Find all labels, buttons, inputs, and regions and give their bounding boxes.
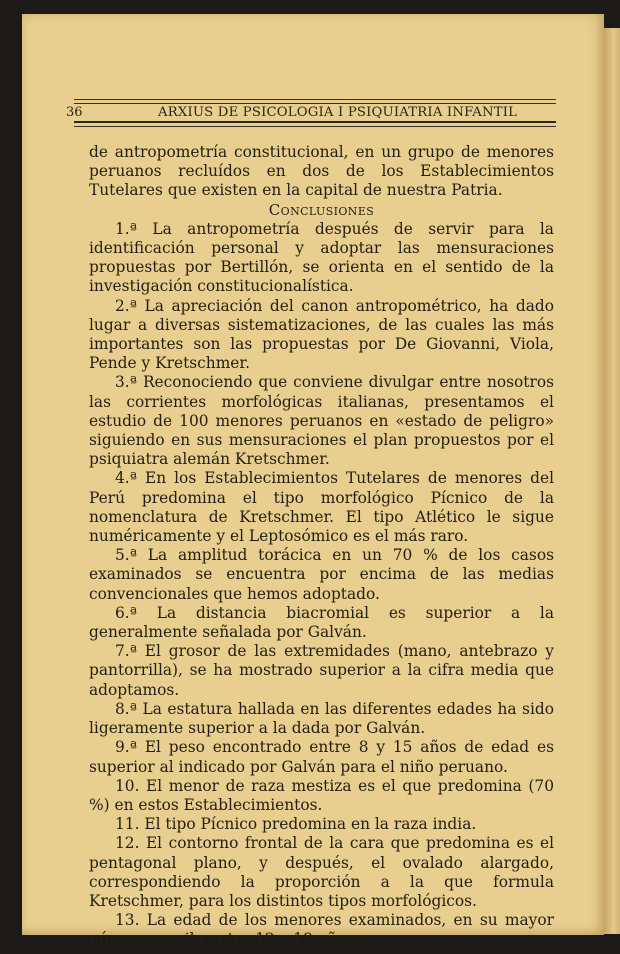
conclusion-item: 9.ª El peso encontrado entre 8 y 15 años de edad es superior al indicado por Galván para el niño peruano.: [89, 738, 554, 776]
section-title: Conclusiones: [268, 200, 375, 219]
conclusion-item: 13. La edad de los menores examinados, en su mayor número, oscila entre 12 y 18 años.: [89, 911, 554, 949]
conclusion-item: 6.ª La distancia biacromial es superior a la generalmente señalada por Galván.: [89, 603, 554, 642]
conclusion-item: 5.ª La amplitud torácica en un 70 % de los casos examinados se encuentra por encima de las medias convencionales que hemos adoptado.: [89, 546, 554, 603]
conclusion-item: 10. El menor de raza mestiza es el que predomina (70 %) en estos Establecimientos.: [89, 776, 554, 814]
header-rule: [74, 103, 556, 104]
header-rule: [74, 121, 556, 123]
intro-paragraph: de antropometría constitucional, en un grupo de menores peruanos recluídos en dos de los Establecimientos Tutelares que existen en la capital de nuestra Patria.: [89, 143, 554, 200]
conclusion-item: 2.ª La apreciación del canon antropométrico, ha dado lugar a diversas sistematizaciones, de las cuales las más importantes son las propuestas por De Giovanni, Viola, Pende y Kretschmer.: [89, 296, 554, 373]
page-number: 36: [66, 105, 83, 120]
conclusion-item: 8.ª La estatura hallada en las diferentes edades ha sido ligeramente superior a la dada por Galván.: [89, 699, 554, 738]
page-edge: [604, 28, 620, 934]
body-text: [89, 143, 554, 950]
conclusion-item: 4.ª En los Establecimientos Tutelares de menores del Perú predomina el tipo morfológico Pícnico de la nomenclatura de Kretschmer. El tipo Atlético le sigue numéricamente y el Leptosómico es el más raro.: [89, 469, 554, 546]
page-header: [66, 99, 556, 127]
running-title: ARXIUS DE PSICOLOGIA I PSIQUIATRIA INFANTIL: [158, 105, 518, 120]
conclusion-item: 7.ª El grosor de las extremidades (mano, antebrazo y pantorrilla), se ha mostrado superior a la cifra media que adoptamos.: [89, 642, 554, 699]
conclusion-item: 11. El tipo Pícnico predomina en la raza india.: [115, 815, 477, 834]
header-rule: [74, 99, 556, 100]
header-rule: [74, 126, 556, 127]
conclusion-item: 1.ª La antropometría después de servir para la identificación personal y adoptar las mensuraciones propuestas por Bertillón, se orienta en el sentido de la investigación constitucionalística.: [89, 219, 554, 296]
conclusion-item: 3.ª Reconociendo que conviene divulgar entre nosotros las corrientes morfológicas italianas, presentamos el estudio de 100 menores peruanos en «estado de peligro» siguiendo en sus mensuraciones el plan propuestos por el psiquiatra alemán Kretschmer.: [89, 373, 554, 469]
conclusion-item: 12. El contorno frontal de la cara que predomina es el pentagonal plano, y después, el ovalado alargado, correspondiendo la proporción a la que formula Kretschmer, para los distintos tipos morfológicos.: [89, 834, 554, 910]
